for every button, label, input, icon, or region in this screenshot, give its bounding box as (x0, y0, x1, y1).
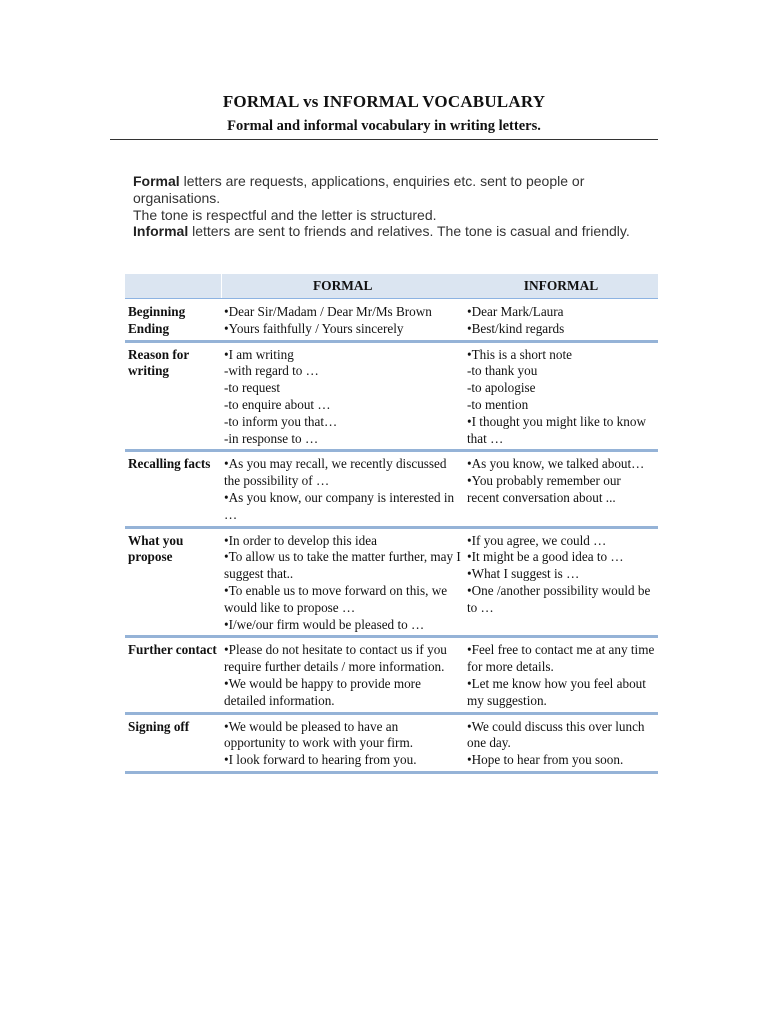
phrase-line: •We would be pleased to have an opportunity to work with your firm. (224, 718, 414, 751)
header-formal: FORMAL (221, 274, 464, 299)
table-header-row (125, 274, 658, 299)
row-formal-phrases (221, 527, 464, 637)
phrase-line: •I thought you might like to know that … (467, 413, 646, 446)
phrase-line: -in response to … (224, 430, 319, 446)
phrase-line: •We could discuss this over lunch one day. (467, 718, 645, 751)
header-informal: INFORMAL (464, 274, 658, 299)
phrase-line: -to enquire about … (224, 396, 331, 412)
row-informal-phrases (464, 341, 658, 451)
category-label: Beginning (128, 304, 186, 319)
table-row (125, 451, 658, 527)
row-informal-phrases (464, 299, 658, 342)
row-formal-phrases (221, 341, 464, 451)
phrase-line: •This is a short note (467, 346, 572, 362)
intro-informal-label: Informal (133, 223, 189, 240)
phrase-line: •As you know, our company is interested in … (224, 489, 455, 522)
row-category (125, 637, 221, 713)
phrase-line: •I am writing (224, 346, 294, 362)
phrase-line: •You probably remember our recent conversation about ... (467, 473, 621, 505)
row-formal-phrases (221, 713, 464, 772)
page-title: FORMAL vs INFORMAL VOCABULARY (222, 92, 546, 111)
phrase-line: •Please do not hesitate to contact us if you require further details / more information. (224, 642, 447, 675)
intro-paragraph-informal (133, 223, 653, 240)
phrase-line: -to inform you that… (224, 413, 338, 429)
row-category (125, 527, 221, 637)
phrase-line: -to request (224, 380, 281, 396)
row-informal-phrases (464, 527, 658, 637)
table-row (125, 527, 658, 637)
table-body (125, 299, 658, 773)
table-row (125, 713, 658, 772)
table-row (125, 637, 658, 713)
phrase-line: •In order to develop this idea (224, 532, 377, 548)
phrase-line: •If you agree, we could … (467, 532, 607, 548)
intro-formal-label: Formal (133, 173, 180, 189)
phrase-line: •Dear Mark/Laura (467, 304, 564, 319)
category-label: Signing off (128, 718, 190, 734)
row-category (125, 299, 221, 342)
row-formal-phrases (221, 637, 464, 713)
category-label: Reason for writing (128, 346, 189, 379)
category-label: Recalling facts (128, 456, 211, 472)
phrase-line: •Feel free to contact me at any time for more details. (467, 642, 655, 675)
page-subtitle: Formal and informal vocabulary in writing letters. (227, 118, 541, 134)
phrase-line: -to mention (467, 396, 529, 412)
phrase-line: •As you may recall, we recently discussed the possibility of … (224, 456, 447, 489)
row-informal-phrases (464, 451, 658, 527)
category-label: Further contact (128, 642, 217, 658)
row-category (125, 713, 221, 772)
intro-informal-text: letters are sent to friends and relatives. The tone is casual and friendly. (188, 223, 630, 240)
row-category (125, 341, 221, 451)
intro-text (133, 173, 653, 240)
phrase-line: •What I suggest is … (467, 566, 580, 582)
phrase-line: •Best/kind regards (467, 320, 565, 336)
title-divider (110, 139, 658, 140)
category-label: Ending (128, 320, 170, 336)
phrase-line: -with regard to … (224, 363, 319, 379)
row-formal-phrases (221, 451, 464, 527)
phrase-line: •To enable us to move forward on this, we would like to propose … (224, 582, 448, 615)
phrase-line: •Hope to hear from you soon. (467, 752, 624, 768)
phrase-line: •One /another possibility would be to … (467, 582, 651, 615)
header-category (125, 274, 221, 299)
vocabulary-table (125, 274, 658, 774)
intro-paragraph-tone: The tone is respectful and the letter is structured. (133, 206, 437, 223)
phrase-line: •Dear Sir/Madam / Dear Mr/Ms Brown (224, 304, 432, 319)
phrase-line: •We would be happy to provide more detailed information. (224, 675, 421, 708)
phrase-line: •It might be a good idea to … (467, 549, 624, 565)
phrase-line: •To allow us to take the matter further, may I suggest that.. (224, 549, 461, 582)
category-label: What you propose (128, 532, 184, 565)
phrase-line: -to apologise (467, 380, 536, 396)
phrase-line: •I/we/our firm would be pleased to … (224, 616, 425, 632)
table-row (125, 341, 658, 451)
row-formal-phrases (221, 299, 464, 342)
intro-paragraph-formal (133, 173, 653, 207)
intro-formal-text: letters are requests, applications, enquiries etc. sent to people or organisations. (133, 173, 585, 206)
row-category (125, 451, 221, 527)
phrase-line: •I look forward to hearing from you. (224, 752, 417, 768)
phrase-line: •Let me know how you feel about my suggestion. (467, 675, 646, 708)
table-row (125, 299, 658, 342)
phrase-line: •As you know, we talked about… (467, 456, 645, 472)
phrase-line: -to thank you (467, 363, 538, 379)
phrase-line: •Yours faithfully / Yours sincerely (224, 320, 404, 336)
row-informal-phrases (464, 713, 658, 772)
row-informal-phrases (464, 637, 658, 713)
